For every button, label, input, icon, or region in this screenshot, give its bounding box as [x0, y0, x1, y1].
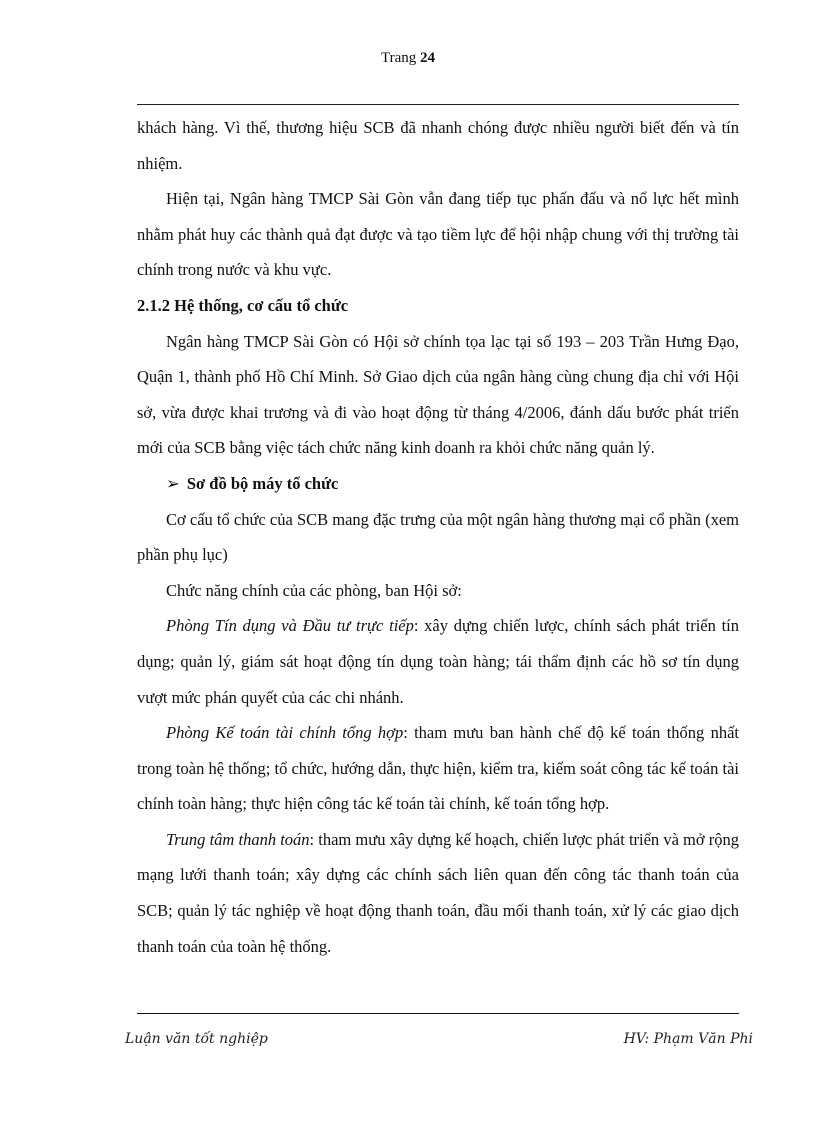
footer-divider [137, 1013, 739, 1014]
header-divider [137, 104, 739, 105]
paragraph-payment-center [137, 822, 739, 964]
paragraph-functions-intro: Chức năng chính của các phòng, ban Hội sở: [166, 580, 462, 600]
paragraph-credit-dept [137, 608, 739, 715]
footer-thesis-label: Luận văn tốt nghiệp [125, 1031, 268, 1047]
payment-center-term: Trung tâm thanh toán [166, 829, 310, 849]
credit-dept-term: Phòng Tín dụng và Đầu tư trực tiếp [166, 616, 414, 636]
credit-dept-text: : xây dựng chiến lược, chính sách phát triển tín dụng; quản lý, giám sát hoạt động tín dụng toàn hàng; tái thẩm định các hồ sơ tín dụng vượt mức phán quyết của các chi nhánh. [137, 616, 740, 707]
arrow-bullet-icon: ➢ [166, 473, 180, 493]
footer-author: HV: Phạm Văn Phi [623, 1031, 753, 1047]
accounting-dept-text: : tham mưu ban hành chế độ kế toán thống nhất trong toàn hệ thống; tổ chức, hướng dẫn, thực hiện, kiểm tra, kiểm soát công tác kế toán tài chính toàn hàng; thực hiện công tác kế toán tài chính, kế toán tổng hợp. [137, 723, 739, 814]
payment-center-text: : tham mưu xây dựng kế hoạch, chiến lược phát triển và mở rộng mạng lưới thanh toán; xây dựng các chính sách liên quan đến công tác thanh toán của SCB; quản lý tác nghiệp về hoạt động thanh toán, đầu mối thanh toán, xử lý các giao dịch thanh toán của toàn hệ thống. [137, 829, 739, 956]
accounting-dept-term: Phòng Kế toán tài chính tổng hợp [166, 723, 404, 743]
page-number: 24 [420, 50, 436, 66]
paragraph-org-structure: Cơ cấu tổ chức của SCB mang đặc trưng của một ngân hàng thương mại cổ phần (xem phần phụ lục) [137, 509, 739, 565]
paragraph-accounting-dept [137, 715, 739, 822]
document-body [137, 110, 739, 964]
section-heading: 2.1.2 Hệ thống, cơ cấu tổ chức [137, 295, 349, 315]
paragraph-continuation: khách hàng. Vì thế, thương hiệu SCB đã nhanh chóng được nhiều người biết đến và tín nhiệm. [137, 118, 739, 173]
paragraph-current-status: Hiện tại, Ngân hàng TMCP Sài Gòn vẫn đang tiếp tục phấn đấu và nổ lực hết mình nhằm phát huy các thành quả đạt được và tạo tiềm lực để hội nhập chung với thị trường tài chính trong nước và khu vực. [137, 189, 739, 280]
paragraph-headquarters: Ngân hàng TMCP Sài Gòn có Hội sở chính tọa lạc tại số 193 – 203 Trần Hưng Đạo, Quận 1, thành phố Hồ Chí Minh. Sở Giao dịch của ngân hàng cùng chung địa chỉ với Hội sở, vừa được khai trương và đi vào hoạt động từ tháng 4/2006, đánh dấu bước phát triển mới của SCB bằng việc tách chức năng kinh doanh ra khỏi chức năng quản lý. [137, 331, 739, 458]
subsection-heading-text: Sơ đồ bộ máy tổ chức [186, 473, 339, 493]
page-header [0, 50, 816, 67]
subsection-heading [137, 466, 739, 502]
page-label: Trang [380, 50, 417, 66]
